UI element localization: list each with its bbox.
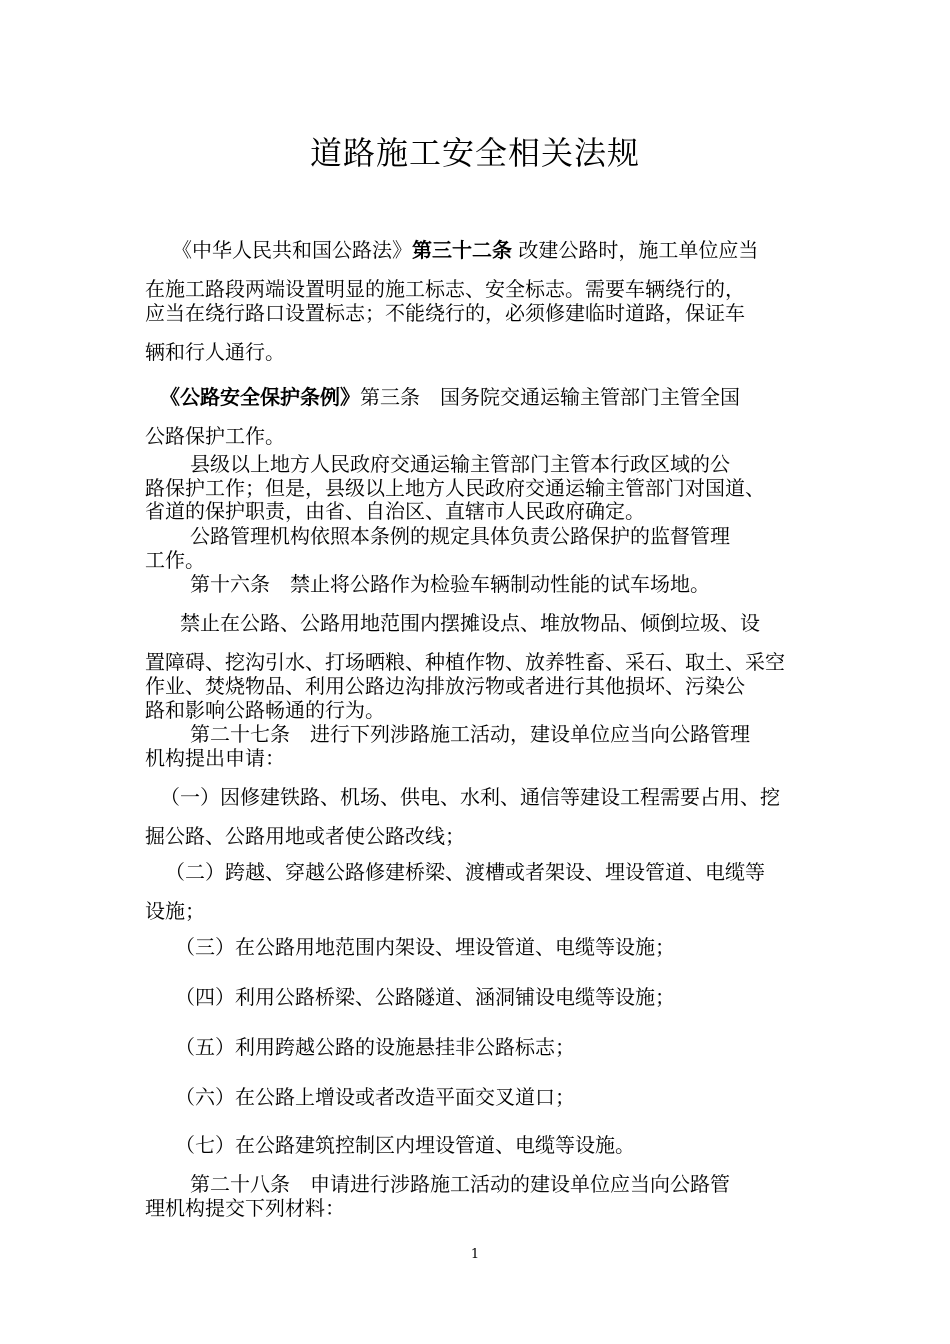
list-item: （三）在公路用地范围内架设、埋设管道、电缆等设施； — [175, 935, 675, 959]
paragraph-line: 第二十八条 申请进行涉路施工活动的建设单位应当向公路管 — [190, 1172, 730, 1196]
list-item-continuation: 设施； — [145, 899, 205, 923]
paragraph-line: 公路管理机构依照本条例的规定具体负责公路保护的监督管理 — [190, 524, 730, 548]
article-number: 第三十二条 — [412, 238, 512, 262]
paragraph-line: 公路保护工作。 — [145, 424, 285, 448]
page-number: 1 — [470, 1247, 480, 1262]
paragraph-line: 工作。 — [145, 548, 205, 572]
paragraph-line: 县级以上地方人民政府交通运输主管部门主管本行政区域的公 — [190, 452, 730, 476]
paragraph-line — [160, 383, 740, 411]
paragraph-line: 第十六条 禁止将公路作为检验车辆制动性能的试车场地。 — [190, 572, 710, 596]
regulation-name: 《公路安全保护条例》 — [160, 385, 360, 409]
paragraph-line — [172, 236, 758, 264]
paragraph-line: 禁止在公路、公路用地范围内摆摊设点、堆放物品、倾倒垃圾、设 — [180, 611, 760, 635]
paragraph-line: 路保护工作；但是，县级以上地方人民政府交通运输主管部门对国道、 — [145, 476, 765, 500]
paragraph-line: 应当在绕行路口设置标志；不能绕行的，必须修建临时道路，保证车 — [145, 301, 745, 325]
list-item: （二）跨越、穿越公路修建桥梁、渡槽或者架设、埋设管道、电缆等 — [165, 860, 765, 884]
paragraph-line: 辆和行人通行。 — [145, 340, 285, 364]
list-item: （六）在公路上增设或者改造平面交叉道口； — [175, 1085, 575, 1109]
paragraph-text: 第三条 国务院交通运输主管部门主管全国 — [360, 385, 740, 409]
list-item: （五）利用跨越公路的设施悬挂非公路标志； — [175, 1035, 575, 1059]
paragraph-line: 理机构提交下列材料： — [145, 1196, 345, 1220]
paragraph-line: 路和影响公路畅通的行为。 — [145, 698, 385, 722]
paragraph-line: 省道的保护职责，由省、自治区、直辖市人民政府确定。 — [145, 499, 645, 523]
paragraph-line: 机构提出申请： — [145, 746, 285, 770]
paragraph-line: 作业、焚烧物品、利用公路边沟排放污物或者进行其他损坏、污染公 — [145, 674, 745, 698]
law-name: 《中华人民共和国公路法》 — [172, 238, 412, 262]
list-item-continuation: 掘公路、公路用地或者使公路改线； — [145, 824, 465, 848]
paragraph-line: 第二十七条 进行下列涉路施工活动，建设单位应当向公路管理 — [190, 722, 750, 746]
page-title: 道路施工安全相关法规 — [309, 134, 640, 172]
paragraph-text: 改建公路时，施工单位应当 — [512, 238, 759, 262]
paragraph-line: 置障碍、挖沟引水、打场晒粮、种植作物、放养牲畜、采石、取土、采空 — [145, 650, 785, 674]
list-item: （四）利用公路桥梁、公路隧道、涵洞铺设电缆等设施； — [175, 985, 675, 1009]
list-item: （一）因修建铁路、机场、供电、水利、通信等建设工程需要占用、挖 — [160, 785, 780, 809]
list-item: （七）在公路建筑控制区内埋设管道、电缆等设施。 — [175, 1133, 635, 1157]
paragraph-line: 在施工路段两端设置明显的施工标志、安全标志。需要车辆绕行的， — [145, 277, 745, 301]
